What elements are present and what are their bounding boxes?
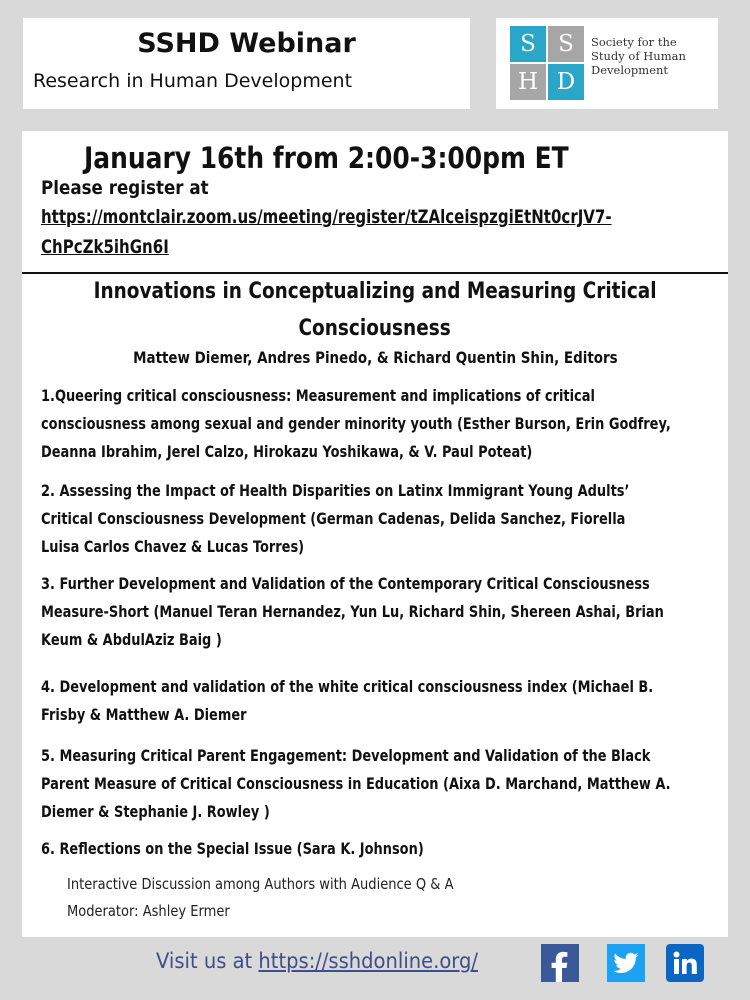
discussion-line: Interactive Discussion among Authors with Audience Q & A — [67, 875, 454, 893]
article-line: 5. Measuring Critical Parent Engagement: Development and Validation of the Black — [41, 746, 651, 765]
article-line: 2. Assessing the Impact of Health Disparities on Latinx Immigrant Young Adults’ — [41, 481, 630, 500]
article-line: Critical Consciousness Development (German Cadenas, Delida Sanchez, Fiorella — [41, 509, 626, 528]
webinar-subtitle: Research in Human Development — [33, 70, 353, 92]
article-line: consciousness among sexual and gender minority youth (Esther Burson, Erin Godfrey, — [41, 414, 671, 433]
issue-title-line: Innovations in Conceptualizing and Measuring Critical — [93, 279, 657, 304]
logo-letter: S — [548, 26, 584, 62]
article-line: 6. Reflections on the Special Issue (Sara K. Johnson) — [41, 839, 424, 858]
logo-org-name — [591, 35, 716, 77]
logo-letter: D — [548, 64, 584, 100]
issue-editors — [22, 348, 728, 367]
issue-title — [22, 279, 728, 304]
article-line: 3. Further Development and Validation of the Contemporary Critical Consciousness — [41, 574, 650, 593]
visit-label: Visit us at — [156, 949, 259, 973]
facebook-icon[interactable] — [541, 944, 579, 982]
issue-editors-text: Mattew Diemer, Andres Pinedo, & Richard Quentin Shin, Editors — [132, 348, 618, 367]
event-date-time: January 16th from 2:00-3:00pm ET — [84, 141, 569, 175]
linkedin-icon-glyph — [666, 944, 704, 982]
main-content — [22, 131, 728, 937]
sshd-logo — [496, 18, 718, 109]
webinar-header — [23, 18, 470, 109]
linkedin-icon[interactable] — [666, 944, 704, 982]
article-line: Keum & AbdulAziz Baig ) — [41, 630, 222, 649]
register-label: Please register at — [41, 177, 209, 199]
issue-title-line: Consciousness — [298, 316, 452, 341]
article-line: Diemer & Stephanie J. Rowley ) — [41, 802, 270, 821]
article-line: 1.Queering critical consciousness: Measurement and implications of critical — [41, 386, 595, 405]
twitter-icon[interactable] — [607, 944, 645, 982]
twitter-icon-glyph — [611, 948, 641, 978]
logo-mark — [510, 26, 584, 100]
facebook-icon-glyph — [541, 944, 579, 982]
logo-letter: H — [510, 64, 546, 100]
visit-us — [156, 949, 478, 973]
logo-org-line: Study of Human — [591, 49, 686, 63]
register-link[interactable]: https://montclair.zoom.us/meeting/register/tZAlceispzgiEtNt0crJV7- — [41, 206, 612, 228]
webinar-title: SSHD Webinar — [137, 28, 356, 59]
divider — [22, 272, 728, 274]
website-link[interactable]: https://sshdonline.org/ — [258, 949, 478, 973]
article-line: Deanna Ibrahim, Jerel Calzo, Hirokazu Yoshikawa, & V. Paul Poteat) — [41, 442, 533, 461]
article-line: Frisby & Matthew A. Diemer — [41, 705, 247, 724]
logo-org-line: Development — [591, 63, 669, 77]
register-link[interactable]: ChPcZk5ihGn6I — [41, 236, 169, 258]
article-line: Luisa Carlos Chavez & Lucas Torres) — [41, 537, 305, 556]
logo-org-line: Society for the — [591, 35, 677, 49]
article-line: Measure-Short (Manuel Teran Hernandez, Yun Lu, Richard Shin, Shereen Ashai, Brian — [41, 602, 664, 621]
moderator-line: Moderator: Ashley Ermer — [67, 902, 230, 920]
article-line: 4. Development and validation of the white critical consciousness index (Michael B. — [41, 677, 654, 696]
issue-title — [22, 316, 728, 341]
article-line: Parent Measure of Critical Consciousness in Education (Aixa D. Marchand, Matthew A. — [41, 774, 671, 793]
logo-letter: S — [510, 26, 546, 62]
